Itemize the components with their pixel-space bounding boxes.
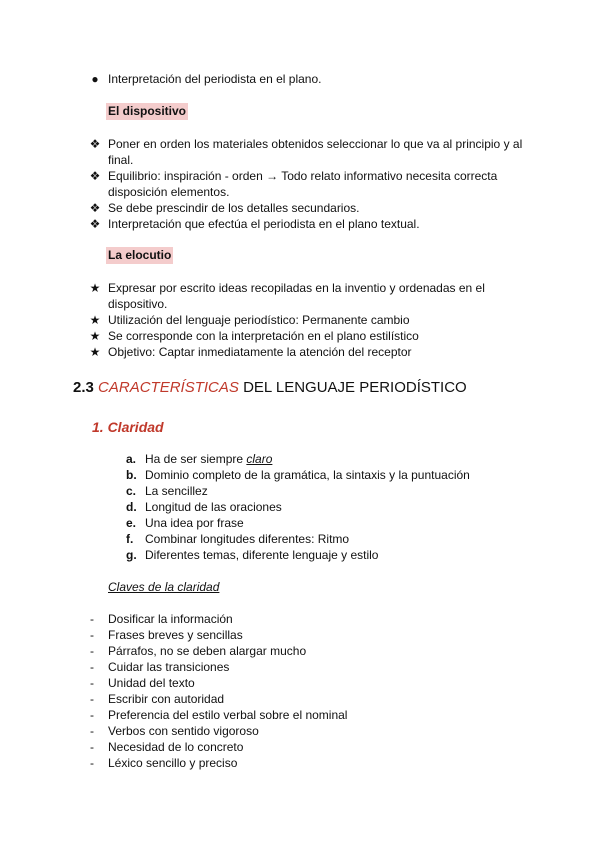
dash-bullet: -	[90, 708, 94, 722]
item-text: Dominio completo de la gramática, la sintaxis y la puntuación	[145, 468, 470, 482]
section-title-rest: DEL LENGUAJE PERIODÍSTICO	[243, 379, 467, 396]
underlined-word: claro	[246, 452, 273, 466]
diamond-bullet-icon: ❖	[89, 169, 101, 183]
star-bullet-icon: ★	[89, 329, 101, 343]
item-letter: b.	[126, 468, 137, 482]
diamond-bullet-icon: ❖	[89, 201, 101, 215]
dash-item-text: Unidad del texto	[108, 676, 195, 690]
list-item-text: Objetivo: Captar inmediatamente la atención del receptor	[108, 345, 412, 359]
list-item-text: Se debe prescindir de los detalles secundarios.	[108, 201, 360, 215]
dash-item-text: Léxico sencillo y preciso	[108, 756, 238, 770]
item-text: Longitud de las oraciones	[145, 500, 282, 514]
star-bullet-icon: ★	[89, 345, 101, 359]
item-text: Ha de ser siempre claro	[145, 452, 273, 466]
list-item-text: Expresar por escrito ideas recopiladas en la inventio y ordenadas en el	[108, 281, 485, 295]
item-text: Diferentes temas, diferente lenguaje y estilo	[145, 548, 379, 562]
item-letter: a.	[126, 452, 137, 466]
dash-item-text: Escribir con autoridad	[108, 692, 225, 706]
list-item-text: Equilibrio: inspiración - orden → Todo relato informativo necesita correcta	[108, 169, 498, 183]
list-item-text: Interpretación que efectúa el periodista en el plano textual.	[108, 217, 420, 231]
diamond-bullet-icon: ❖	[89, 137, 101, 151]
dash-item-text: Necesidad de lo concreto	[108, 740, 244, 754]
bullet-icon: ●	[91, 72, 99, 86]
dash-bullet: -	[90, 676, 94, 690]
list-item-text: disposición elementos.	[108, 185, 230, 199]
dash-bullet: -	[90, 628, 94, 642]
list-item-text: Utilización del lenguaje periodístico: Permanente cambio	[108, 313, 410, 327]
list-item-text: Poner en orden los materiales obtenidos seleccionar lo que va al principio y al	[108, 137, 523, 151]
star-bullet-icon: ★	[89, 281, 101, 295]
dash-bullet: -	[90, 644, 94, 658]
dash-item-text: Cuidar las transiciones	[108, 660, 230, 674]
heading-elocutio: La elocutio	[108, 248, 172, 262]
diamond-bullet-icon: ❖	[89, 217, 101, 231]
list-item-text: Interpretación del periodista en el plano.	[108, 72, 322, 86]
item-text: Una idea por frase	[145, 516, 244, 530]
dash-bullet: -	[90, 724, 94, 738]
claves-label: Claves de la claridad	[108, 580, 220, 594]
section-number: 2.3	[73, 379, 94, 396]
subsection-title: 1. Claridad	[92, 419, 164, 435]
item-letter: c.	[126, 484, 137, 498]
dash-item-text: Párrafos, no se deben alargar mucho	[108, 644, 307, 658]
dash-item-text: Dosificar la información	[108, 612, 233, 626]
item-letter: g.	[126, 548, 137, 562]
item-text: La sencillez	[145, 484, 208, 498]
heading-dispositivo: El dispositivo	[108, 104, 187, 118]
dash-item-text: Frases breves y sencillas	[108, 628, 243, 642]
dash-item-text: Verbos con sentido vigoroso	[108, 724, 259, 738]
list-item-text: final.	[108, 153, 134, 167]
star-bullet-icon: ★	[89, 313, 101, 327]
section-title	[73, 378, 467, 398]
list-item-text: Se corresponde con la interpretación en el plano estilístico	[108, 329, 419, 343]
item-letter: d.	[126, 500, 137, 514]
list-item-text: dispositivo.	[108, 297, 168, 311]
dash-bullet: -	[90, 756, 94, 770]
item-text: Combinar longitudes diferentes: Ritmo	[145, 532, 350, 546]
item-letter: e.	[126, 516, 137, 530]
section-title-accent: CARACTERÍSTICAS	[98, 379, 239, 396]
dash-item-text: Preferencia del estilo verbal sobre el nominal	[108, 708, 348, 722]
dash-bullet: -	[90, 740, 94, 754]
item-letter: f.	[126, 532, 134, 546]
dash-bullet: -	[90, 612, 94, 626]
dash-bullet: -	[90, 660, 94, 674]
dash-bullet: -	[90, 692, 94, 706]
